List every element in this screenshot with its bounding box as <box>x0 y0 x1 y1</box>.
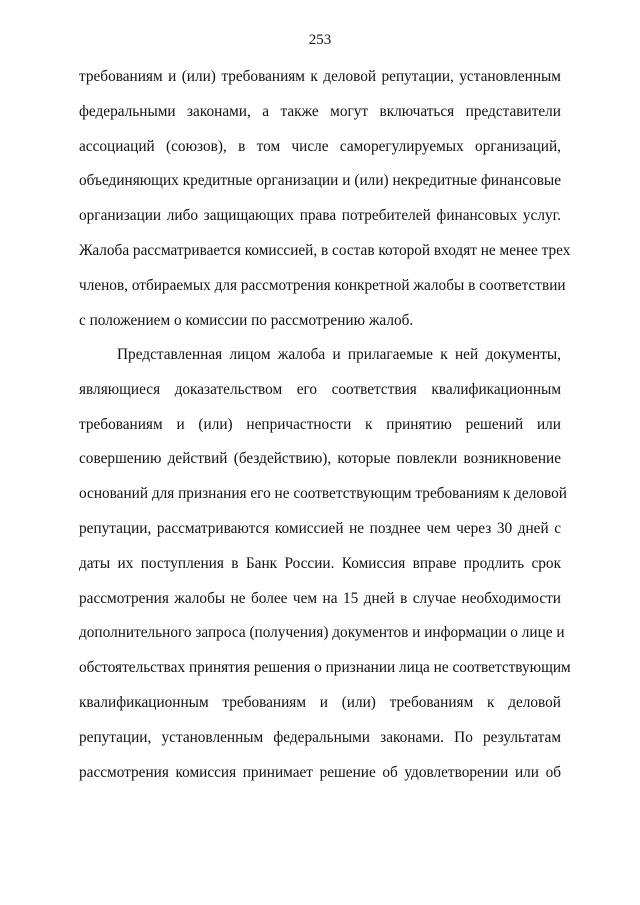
paragraph-2-line: требованиям и (или) непричастности к принятию решений или <box>79 415 561 433</box>
paragraph-2 <box>79 344 571 796</box>
paragraph-2-line: рассмотрения жалобы не более чем на 15 дней в случае необходимости <box>79 589 561 607</box>
paragraph-2-line: совершению действий (бездействию), которые повлекли возникновение <box>79 450 561 468</box>
paragraph-2-line: Представленная лицом жалоба и прилагаемые к ней документы, <box>117 346 561 363</box>
paragraph-2-line: оснований для признания его не соответствующим требованиям к деловой <box>79 485 567 503</box>
paragraph-1-line: членов, отбираемых для рассмотрения конкретной жалобы в соответствии <box>79 276 566 294</box>
paragraph-2-line: квалификационным требованиям и (или) требованиям к деловой <box>79 693 561 711</box>
paragraph-1-line: организации либо защищающих права потребителей финансовых услуг. <box>79 207 561 225</box>
paragraph-1-line: с положением о комиссии по рассмотрению жалоб. <box>79 311 414 329</box>
paragraph-2-line: обстоятельствах принятия решения о признании лица не соответствующим <box>79 659 571 677</box>
paragraph-2-line: даты их поступления в Банк России. Комиссия вправе продлить срок <box>79 554 561 572</box>
paragraph-1-line: требованиям и (или) требованиям к деловой репутации, установленным <box>79 68 561 85</box>
paragraph-1-line: федеральными законами, а также могут включаться представители <box>79 102 561 120</box>
paragraph-2-line: являющиеся доказательством его соответствия квалификационным <box>79 380 561 398</box>
paragraph-1-line: Жалоба рассматривается комиссией, в состав которой входят не менее трех <box>79 241 571 259</box>
paragraph-1-line: объединяющих кредитные организации и (или) некредитные финансовые <box>79 172 561 190</box>
paragraph-1 <box>79 66 571 344</box>
page-number: 253 <box>308 32 332 48</box>
paragraph-2-line: репутации, установленным федеральными законами. По результатам <box>79 728 561 746</box>
paragraph-2-line: рассмотрения комиссия принимает решение об удовлетворении или об <box>79 763 561 781</box>
paragraph-1-line: ассоциаций (союзов), в том числе саморегулируемых организаций, <box>79 137 561 155</box>
paragraph-2-line: дополнительного запроса (получения) документов и информации о лице и <box>79 624 565 642</box>
paragraph-2-line: репутации, рассматриваются комиссией не позднее чем через 30 дней с <box>79 519 561 537</box>
